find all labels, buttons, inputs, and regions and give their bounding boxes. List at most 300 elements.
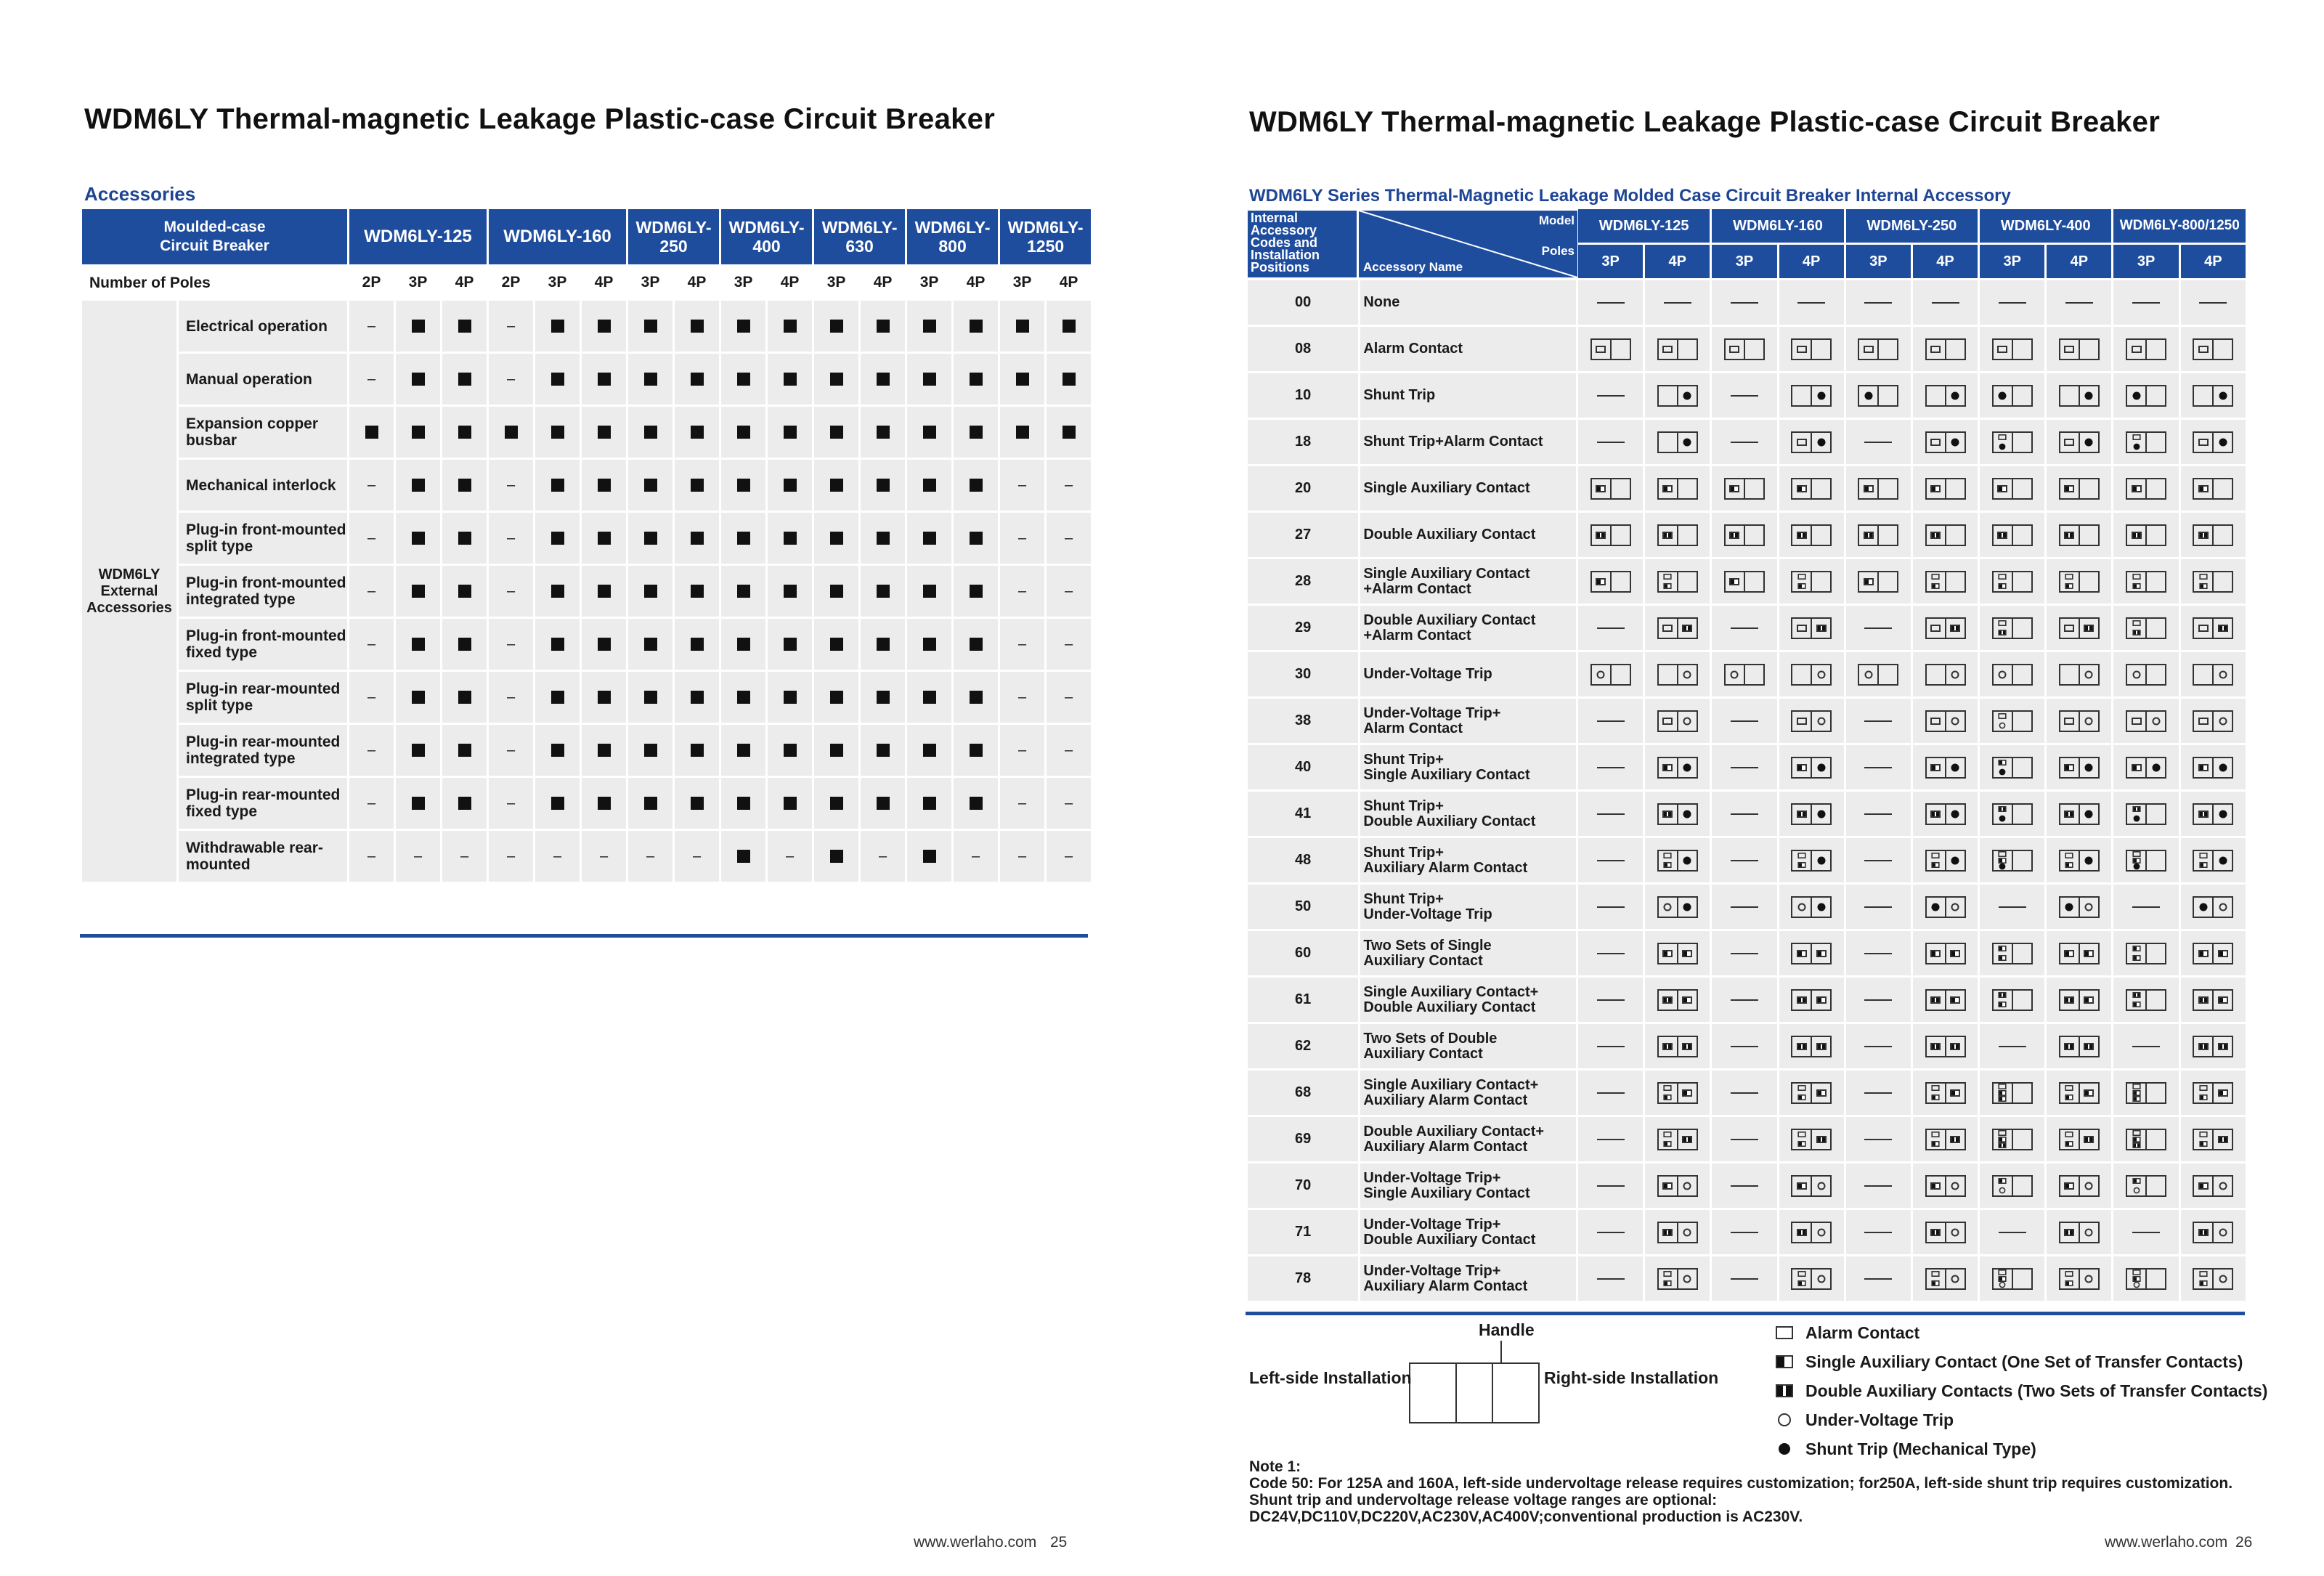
table-row	[82, 778, 1091, 829]
accessory-cell	[2047, 838, 2111, 882]
not-available-line	[2132, 1046, 2160, 1047]
table-row	[1248, 1163, 2246, 1208]
symbol-half	[2145, 479, 2165, 498]
dash-icon: –	[646, 848, 655, 864]
accessory-cell	[2047, 931, 2111, 975]
symbol-half	[1994, 712, 2012, 731]
symbol-half	[1792, 758, 1811, 777]
symbol-mark	[1664, 1094, 1672, 1100]
legend-item	[1775, 1320, 1919, 1345]
symbol-half	[2127, 1130, 2145, 1149]
accessory-cell	[1913, 559, 1978, 604]
accessory-cell	[1578, 513, 1643, 557]
available-mark	[675, 407, 719, 458]
symbol-mark	[2199, 1280, 2207, 1286]
table-row	[1248, 513, 2246, 557]
symbol-half	[1792, 526, 1811, 545]
legend-text: Shunt Trip (Mechanical Type)	[1805, 1439, 2036, 1458]
symbol-half	[1811, 1037, 1830, 1056]
not-available-line	[2065, 302, 2093, 304]
available-mark	[861, 407, 905, 458]
symbol-mark	[1729, 346, 1739, 353]
available-mark	[675, 619, 719, 670]
symbol-mark	[2065, 1094, 2073, 1100]
symbol-mark	[1999, 851, 2007, 857]
not-available-line	[1864, 302, 1892, 304]
accessory-symbol	[1657, 385, 1698, 407]
filled-square-icon	[551, 532, 564, 545]
filled-square-icon	[1063, 426, 1076, 439]
symbol-half	[2212, 805, 2232, 824]
right-footer-url: www.werlaho.com	[2105, 1534, 2228, 1551]
symbol-half	[2194, 433, 2212, 452]
accessory-symbol	[1791, 385, 1832, 407]
symbol-mark	[1930, 950, 1941, 957]
poles-label: Number of Poles	[89, 274, 211, 291]
pole-cell: 3P	[826, 274, 846, 291]
available-mark	[907, 725, 951, 776]
accessory-cell	[2113, 838, 2178, 882]
symbol-half	[1677, 1130, 1697, 1149]
symbol-half	[2079, 1037, 2098, 1056]
accessory-cell	[2047, 280, 2111, 325]
symbol-half	[2012, 479, 2031, 498]
symbol-half	[1994, 1270, 2012, 1288]
accessory-symbol	[1992, 943, 2033, 964]
accessory-symbol	[2193, 664, 2233, 686]
symbol-half	[1610, 665, 1630, 684]
not-available-line	[1597, 1046, 1625, 1047]
accessory-symbol	[1992, 617, 2033, 639]
model-header: WDM6LY- 1250	[1000, 209, 1091, 264]
symbol-half	[2060, 1130, 2079, 1149]
accessory-symbol	[1858, 338, 1898, 360]
accessory-cell	[2047, 885, 2111, 929]
filled-square-icon	[691, 691, 704, 704]
available-mark	[814, 513, 858, 564]
symbol-mark	[2198, 996, 2209, 1004]
symbol-mark	[2219, 438, 2227, 446]
accessory-symbol	[1657, 338, 1698, 360]
available-mark	[535, 672, 580, 723]
dash-icon: –	[506, 636, 516, 652]
not-available-line	[1731, 720, 1758, 722]
symbol-half	[1811, 1084, 1830, 1102]
accessory-cell	[2181, 838, 2246, 882]
symbol-half	[1945, 712, 1965, 731]
symbol-mark	[1999, 1282, 2006, 1288]
accessory-cell	[1846, 1163, 1911, 1208]
row-name: Plug-in front-mounted integrated type	[179, 566, 347, 617]
symbol-half	[2060, 944, 2079, 963]
available-mark	[442, 354, 487, 405]
table-row	[82, 513, 1091, 564]
accessory-cell	[1712, 280, 1776, 325]
not-available-mark	[349, 513, 394, 564]
header-row	[82, 209, 1091, 264]
filled-square-icon	[458, 479, 471, 492]
available-mark	[907, 619, 951, 670]
symbol-half	[1744, 340, 1763, 359]
filled-square-icon	[784, 426, 797, 439]
available-mark	[814, 778, 858, 829]
accessory-symbol	[2193, 850, 2233, 872]
symbol-half	[2012, 805, 2031, 824]
symbol-half	[1659, 1130, 1677, 1149]
symbol-mark	[1662, 532, 1673, 539]
symbol-half	[1811, 386, 1830, 405]
accessory-symbol	[2193, 431, 2233, 453]
not-available-mark	[1000, 566, 1044, 617]
not-available-mark	[1000, 778, 1044, 829]
available-mark	[582, 725, 626, 776]
accessory-cell	[2047, 978, 2111, 1022]
filled-square-icon	[923, 691, 936, 704]
filled-square-icon	[784, 373, 797, 386]
symbol-mark	[2084, 996, 2094, 1004]
available-mark	[907, 354, 951, 405]
symbol-mark	[1930, 532, 1941, 539]
symbol-mark	[1950, 996, 1960, 1004]
available-mark	[1000, 354, 1044, 405]
symbol-mark	[2132, 1096, 2140, 1102]
dash-icon: –	[506, 583, 516, 599]
accessory-cell	[1913, 885, 1978, 929]
accessory-code: 29	[1248, 606, 1358, 650]
symbol-half	[1744, 526, 1763, 545]
filled-square-icon	[551, 585, 564, 598]
symbol-mark	[1930, 1043, 1941, 1050]
accessory-cell	[1712, 513, 1776, 557]
symbol-half	[1945, 758, 1965, 777]
available-mark	[814, 831, 858, 882]
symbol-half	[2079, 619, 2098, 638]
accessory-code: 30	[1248, 652, 1358, 696]
available-mark	[814, 301, 858, 352]
symbol-half	[1811, 572, 1830, 591]
accessory-cell	[1578, 1256, 1643, 1301]
symbol-half	[1859, 386, 1877, 405]
symbol-mark	[1999, 806, 2007, 812]
available-mark	[582, 407, 626, 458]
symbol-mark	[1729, 532, 1739, 539]
accessory-cell	[1846, 652, 1911, 696]
not-available-line	[1731, 1278, 1758, 1280]
not-available-line	[1597, 720, 1625, 722]
symbol-mark	[2133, 864, 2140, 870]
symbol-half	[1677, 433, 1697, 452]
symbol-half	[1592, 572, 1610, 591]
symbol-half	[1659, 1177, 1677, 1195]
symbol-half	[1811, 991, 1830, 1010]
accessory-symbol	[1992, 571, 2033, 593]
symbol-half	[1927, 805, 1945, 824]
accessory-cell	[1846, 885, 1911, 929]
accessory-symbol	[1590, 664, 1631, 686]
filled-square-icon	[737, 744, 750, 757]
filled-square-icon	[877, 532, 890, 545]
available-mark	[954, 566, 998, 617]
filled-square-icon	[598, 532, 611, 545]
available-mark	[628, 354, 673, 405]
accessory-cell	[1779, 652, 1844, 696]
accessory-symbol	[1791, 617, 1832, 639]
not-available-line	[2199, 302, 2227, 304]
filled-square-icon	[551, 426, 564, 439]
accessory-cell	[1645, 420, 1710, 464]
symbol-half	[2060, 572, 2079, 591]
symbol-half	[1677, 340, 1697, 359]
accessory-cell	[1578, 838, 1643, 882]
accessory-cell	[1578, 931, 1643, 975]
symbol-mark	[2152, 763, 2160, 771]
symbol-mark	[1864, 485, 1874, 492]
accessory-cell	[2113, 745, 2178, 789]
not-available-line	[1731, 813, 1758, 815]
symbol-half	[2194, 1270, 2212, 1288]
accessory-symbol	[1925, 338, 1966, 360]
not-available-line	[1999, 906, 2026, 908]
accessory-cell	[1645, 792, 1710, 836]
accessory-cell	[2113, 373, 2178, 418]
available-mark	[954, 354, 998, 405]
accessory-cell	[1712, 1024, 1776, 1068]
symbol-half	[1677, 1084, 1697, 1102]
not-available-mark	[1047, 619, 1091, 670]
symbol-half	[1994, 944, 2012, 963]
symbol-mark	[1816, 1043, 1827, 1050]
available-mark	[582, 460, 626, 511]
accessory-cell	[1645, 1024, 1710, 1068]
available-mark	[954, 407, 998, 458]
symbol-half	[2194, 944, 2212, 963]
available-mark	[1047, 301, 1091, 352]
accessory-cell	[1913, 1210, 1978, 1254]
table-row	[1248, 699, 2246, 743]
symbol-mark	[1682, 1089, 1692, 1097]
symbol-half	[2060, 1177, 2079, 1195]
accessory-symbol	[1724, 524, 1765, 546]
filled-square-icon	[551, 479, 564, 492]
symbol-half	[2127, 944, 2145, 963]
symbol-mark	[1931, 574, 1939, 580]
accessory-cell	[1980, 652, 2044, 696]
available-mark	[954, 460, 998, 511]
available-mark	[721, 831, 765, 882]
accessory-cell	[2181, 652, 2246, 696]
symbol-mark	[1999, 574, 2007, 580]
not-available-line	[1999, 302, 2026, 304]
filled-square-icon	[923, 638, 936, 651]
not-available-line	[1597, 1278, 1625, 1280]
accessory-symbol	[2126, 1175, 2166, 1197]
symbol-half	[2079, 526, 2098, 545]
row-name: Mechanical interlock	[179, 460, 347, 511]
internal-accessory-heading: WDM6LY Series Thermal-Magnetic Leakage Molded Case Circuit Breaker Internal Accessory	[1249, 186, 2011, 206]
corner-cell: Moulded-case Circuit Breaker	[82, 209, 347, 264]
pole-header: 4P	[1779, 245, 1844, 278]
filled-square-icon	[412, 585, 425, 598]
symbol-half	[1877, 479, 1897, 498]
available-mark	[628, 566, 673, 617]
accessory-symbol	[1590, 338, 1631, 360]
accessory-cell	[1846, 1117, 1911, 1161]
symbol-mark	[1797, 346, 1807, 353]
accessory-cell	[1712, 606, 1776, 650]
accessory-cell	[2047, 513, 2111, 557]
symbol-mark	[1729, 578, 1739, 585]
accessory-cell	[2047, 792, 2111, 836]
accessory-symbol	[2059, 617, 2100, 639]
accessory-symbol	[2059, 478, 2100, 500]
available-mark	[814, 407, 858, 458]
available-mark	[442, 407, 487, 458]
symbol-half	[2060, 665, 2079, 684]
table-row	[1248, 1117, 2246, 1161]
symbol-mark	[1797, 439, 1807, 446]
accessory-cell	[1980, 978, 2044, 1022]
symbol-half	[1726, 526, 1744, 545]
accessory-symbol	[2193, 524, 2233, 546]
table-row	[1248, 280, 2246, 325]
accessory-symbol	[1657, 1082, 1698, 1104]
not-available-line	[1597, 860, 1625, 861]
symbol-half	[1811, 898, 1830, 917]
accessory-code: 28	[1248, 559, 1358, 604]
filled-square-icon	[923, 585, 936, 598]
accessory-symbol	[2059, 524, 2100, 546]
filled-square-icon	[458, 744, 471, 757]
filled-square-icon	[551, 691, 564, 704]
not-available-line	[1731, 953, 1758, 954]
symbol-half	[2060, 1084, 2079, 1102]
table-row	[82, 354, 1091, 405]
not-available-mark	[1000, 513, 1044, 564]
symbol-mark	[2085, 391, 2093, 399]
symbol-mark	[1662, 1043, 1673, 1050]
symbol-half	[1592, 665, 1610, 684]
accessory-cell	[1779, 1071, 1844, 1115]
symbol-half	[1811, 1130, 1830, 1149]
accessory-symbol	[1925, 385, 1966, 407]
accessory-symbol	[1791, 850, 1832, 872]
accessory-cell	[1980, 1024, 2044, 1068]
symbol-half	[1945, 340, 1965, 359]
dash-icon: –	[599, 848, 609, 864]
left-installation-label: Left-side Installation	[1249, 1368, 1412, 1387]
accessory-symbol	[1657, 431, 1698, 453]
symbol-mark	[2084, 625, 2094, 632]
symbol-half	[1792, 340, 1811, 359]
available-mark	[535, 354, 580, 405]
dash-icon: –	[1018, 848, 1027, 864]
dash-icon: –	[553, 848, 562, 864]
symbol-mark	[1864, 391, 1872, 399]
accessory-symbol	[1791, 1175, 1832, 1197]
symbol-mark	[1683, 670, 1691, 678]
symbol-half	[1659, 805, 1677, 824]
not-available-line	[1864, 720, 1892, 722]
accessory-symbol	[1992, 1082, 2033, 1104]
accessory-symbol	[2059, 1268, 2100, 1290]
symbol-mark	[1683, 438, 1691, 446]
accessory-cell	[1712, 699, 1776, 743]
note-line: Note 1:	[1249, 1458, 1301, 1475]
not-available-mark	[489, 831, 533, 882]
symbol-half	[2194, 758, 2212, 777]
accessory-symbol	[1925, 617, 1966, 639]
accessory-cell	[2113, 885, 2178, 929]
accessory-name: Under-Voltage Trip+ Double Auxiliary Contact	[1360, 1210, 1576, 1254]
double-legend-icon	[1775, 1383, 1794, 1399]
dash-icon: –	[367, 530, 376, 546]
symbol-half	[1726, 340, 1744, 359]
available-mark	[535, 725, 580, 776]
filled-square-icon	[551, 797, 564, 810]
available-mark	[675, 354, 719, 405]
model-header: WDM6LY- 400	[721, 209, 812, 264]
dash-icon: –	[367, 371, 376, 387]
symbol-mark	[1662, 718, 1673, 725]
accessory-cell	[1645, 1117, 1710, 1161]
accessory-symbol	[1590, 571, 1631, 593]
symbol-half	[1994, 805, 2012, 824]
filled-square-icon	[551, 320, 564, 333]
symbol-mark	[1797, 764, 1807, 771]
accessory-symbol	[2193, 896, 2233, 918]
accessory-cell	[2047, 652, 2111, 696]
accessory-symbol	[1925, 896, 1966, 918]
symbol-mark	[1999, 434, 2007, 440]
symbol-mark	[2198, 1043, 2209, 1050]
available-mark	[721, 778, 765, 829]
filled-square-icon	[1016, 373, 1029, 386]
symbol-half	[1811, 619, 1830, 638]
not-available-line	[1932, 302, 1959, 304]
accessory-symbol	[1657, 664, 1698, 686]
accessory-code: 60	[1248, 931, 1358, 975]
accessory-cell	[1779, 792, 1844, 836]
symbol-half	[2194, 712, 2212, 731]
filled-square-icon	[830, 479, 843, 492]
pole-header: 3P	[2113, 245, 2178, 278]
model-header: WDM6LY-160	[489, 209, 626, 264]
table-row	[82, 831, 1091, 882]
symbol-mark	[2085, 903, 2093, 911]
accessory-cell	[1980, 280, 2044, 325]
symbol-mark	[1997, 532, 2007, 539]
accessory-cell	[1846, 838, 1911, 882]
accessory-name: Single Auxiliary Contact +Alarm Contact	[1360, 559, 1576, 604]
accessory-name: Alarm Contact	[1360, 327, 1576, 371]
table-row	[82, 407, 1091, 458]
accessory-symbol	[1858, 664, 1898, 686]
symbol-half	[1726, 665, 1744, 684]
not-available-line	[1597, 627, 1625, 629]
dash-icon: –	[413, 848, 423, 864]
symbol-mark	[1817, 717, 1825, 725]
available-mark	[768, 778, 812, 829]
available-mark	[954, 672, 998, 723]
not-available-line	[1597, 1092, 1625, 1094]
symbol-mark	[1662, 1182, 1673, 1190]
model-header: WDM6LY-400	[1980, 209, 2111, 243]
available-mark	[1000, 301, 1044, 352]
available-mark	[396, 354, 440, 405]
symbol-mark	[1664, 1280, 1672, 1286]
available-mark	[442, 513, 487, 564]
symbol-mark	[1999, 1084, 2007, 1089]
